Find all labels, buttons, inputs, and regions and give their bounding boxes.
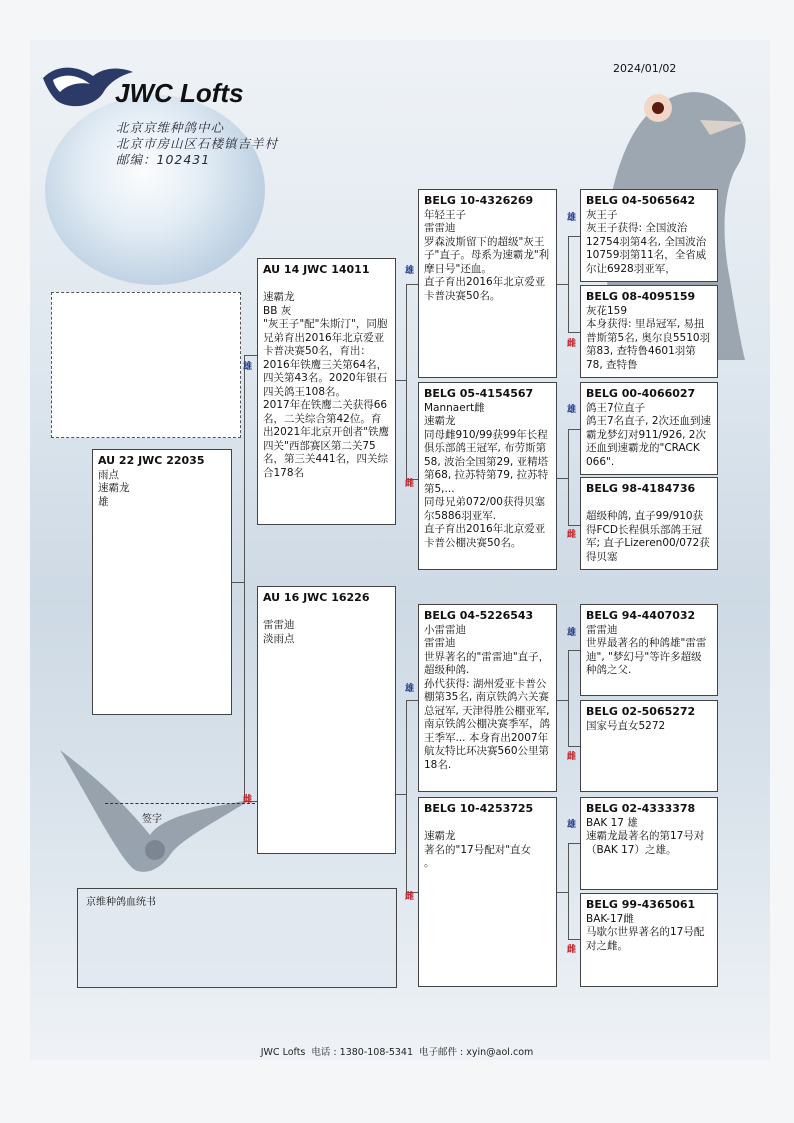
certificate-label: 京维种鸽血统书	[86, 897, 156, 908]
subject-card[interactable]	[92, 449, 232, 715]
org-postcode: 邮编：102431	[116, 152, 211, 167]
org-name: 北京京维种鸽中心	[116, 120, 225, 135]
ring-number: BELG 04-5226543	[424, 609, 534, 622]
connector	[568, 650, 569, 747]
ring-number: BELG 98-4184736	[586, 482, 696, 495]
card-text: 雷雷迪 世界最著名的种鸽雄"雷雷迪", "梦幻号"等许多超级种鸽之父.	[586, 623, 707, 676]
card-text: BAK 17 雄 速霸龙最著名的第17号对（BAK 17）之雄。	[586, 816, 705, 856]
card-text: 速霸龙 著名的"17号配对"直女 。	[424, 830, 532, 869]
dds-card[interactable]	[580, 797, 718, 890]
connector	[568, 843, 569, 940]
dss-card[interactable]	[580, 604, 718, 696]
male-marker: 雄	[405, 266, 415, 276]
male-marker: 雄	[567, 213, 577, 223]
female-marker: 雌	[567, 339, 577, 349]
ring-number: BELG 00-4066027	[586, 387, 696, 400]
male-marker: 雄	[567, 628, 577, 638]
org-address: 北京市房山区石楼镇吉羊村	[116, 136, 279, 151]
ssd-card[interactable]	[580, 285, 718, 378]
dam-card[interactable]	[257, 586, 396, 854]
card-text: 超级种鸽, 直子99/910获得FCD长程俱乐部鸽王冠军; 直子Lizeren00/072获得贝塞	[586, 510, 710, 563]
connector	[568, 429, 580, 430]
card-text: 国家号直女5272	[586, 719, 666, 732]
connector	[244, 355, 245, 802]
card-text: 鸽王7位直子 鸽王7名直子, 2次还血到速霸龙梦幻对911/926, 2次还血到速霸龙的"CRACK 066".	[586, 401, 712, 468]
connector	[244, 355, 257, 356]
ring-number: BELG 04-5065642	[586, 194, 696, 207]
male-marker: 雄	[567, 405, 577, 415]
connector	[568, 236, 580, 237]
male-marker: 雄	[405, 684, 415, 694]
ring-number: AU 16 JWC 16226	[263, 591, 370, 604]
dam-sire-card[interactable]	[418, 604, 557, 792]
ring-number: AU 22 JWC 22035	[98, 454, 205, 467]
connector	[568, 843, 580, 844]
female-marker: 雌	[405, 892, 415, 902]
ring-number: BELG 08-4095159	[586, 290, 696, 303]
female-marker: 雌	[567, 530, 577, 540]
connector	[568, 939, 580, 940]
dsd-card[interactable]	[580, 700, 718, 792]
connector	[568, 429, 569, 526]
card-text: BAK-17雌 马歇尔世界著名的17号配对之雌。	[586, 912, 705, 952]
certificate-box[interactable]	[77, 888, 397, 988]
card-text: 灰花159 本身获得: 里昂冠军, 易扭普斯第5名, 奥尔良5510羽第83, 查特鲁4601羽第78, 查特鲁	[586, 304, 711, 371]
connector	[406, 700, 407, 893]
ring-number: BELG 10-4253725	[424, 802, 534, 815]
card-text: 年轻王子 雷雷迪 罗森波斯留下的超级"灰王子"直子。母系为速霸龙"利摩日号"还血。 直子育出2016年北京爱亚卡普决赛50名。	[424, 208, 550, 302]
signature-label: 签字	[142, 814, 162, 825]
sire-card[interactable]	[257, 258, 396, 525]
card-text: Mannaert雌 速霸龙 同母雌910/99获99年长程俱乐部鸽王冠军, 布劳斯第58, 波治全国第29, 亚精塔第68, 拉苏特第79, 拉苏特第5,... 同母兄弟072/00获得贝塞尔5886羽亚军. 直子育出2016年北京爱亚卡普公棚决赛50名。	[424, 401, 549, 549]
sds-card[interactable]	[580, 382, 718, 475]
signature-line	[105, 803, 255, 804]
ring-number: BELG 02-5065272	[586, 705, 696, 718]
sire-sire-card[interactable]	[418, 189, 557, 378]
card-text: 小雷雷迪 雷雷迪 世界著名的"雷雷迪"直子，超级种鸽. 孙代获得: 湖州爱亚卡普公棚第35名, 南京铁鸽六关赛总冠军, 天津得胜公棚亚军, 南京铁鸽公棚决赛季军，鸽王季军... 本身育出2007年航友特比环决赛560公里第18名.	[424, 623, 550, 771]
connector	[568, 525, 580, 526]
ddd-card[interactable]	[580, 893, 718, 987]
logo-title: JWC Lofts	[115, 78, 244, 108]
connector	[568, 236, 569, 333]
connector	[568, 746, 580, 747]
bird-photo-placeholder[interactable]	[51, 292, 241, 438]
connector	[406, 700, 418, 701]
connector	[406, 284, 418, 285]
female-marker: 雌	[567, 752, 577, 762]
male-marker: 雄	[243, 362, 253, 372]
connector	[568, 650, 580, 651]
connector	[231, 582, 245, 583]
female-marker: 雌	[567, 945, 577, 955]
sdd-card[interactable]	[580, 477, 718, 570]
ring-number: AU 14 JWC 14011	[263, 263, 370, 276]
male-marker: 雄	[567, 820, 577, 830]
footer-contact: JWC Lofts 电话 : 1380-108-5341 电子邮件 : xyin@aol.com	[260, 1047, 534, 1058]
ring-number: BELG 02-4333378	[586, 802, 696, 815]
card-text: 雨点 速霸龙 雄	[98, 468, 130, 508]
ring-number: BELG 10-4326269	[424, 194, 534, 207]
ring-number: BELG 94-4407032	[586, 609, 696, 622]
female-marker: 雌	[405, 479, 415, 489]
connector	[406, 284, 407, 480]
sire-dam-card[interactable]	[418, 382, 557, 570]
dam-dam-card[interactable]	[418, 797, 557, 987]
document-date: 2024/01/02	[613, 62, 677, 75]
ring-number: BELG 05-4154567	[424, 387, 534, 400]
female-marker: 雌	[243, 795, 253, 805]
card-text: 速霸龙 BB 灰 "灰王子"配"朱斯汀"，同胞兄弟育出2016年北京爱亚卡普决赛50名，育出：2016年铁鹰三关第64名，四关第43名。2020年银石四关鸽王108名。 2017年在铁鹰二关获得66名，二关综合第42位。育出2021年北京开创者"铁鹰四关"西部赛区第二关75名，第三关441名，四关综合178名	[263, 291, 390, 479]
sss-card[interactable]	[580, 189, 718, 282]
ring-number: BELG 99-4365061	[586, 898, 696, 911]
card-text: 灰王子 灰王子获得: 全国波治12754羽第4名, 全国波治10759羽第11名，全省威尔让6928羽亚军，	[586, 208, 707, 275]
connector	[568, 332, 580, 333]
card-text: 雷雷迪 淡雨点	[263, 619, 295, 645]
